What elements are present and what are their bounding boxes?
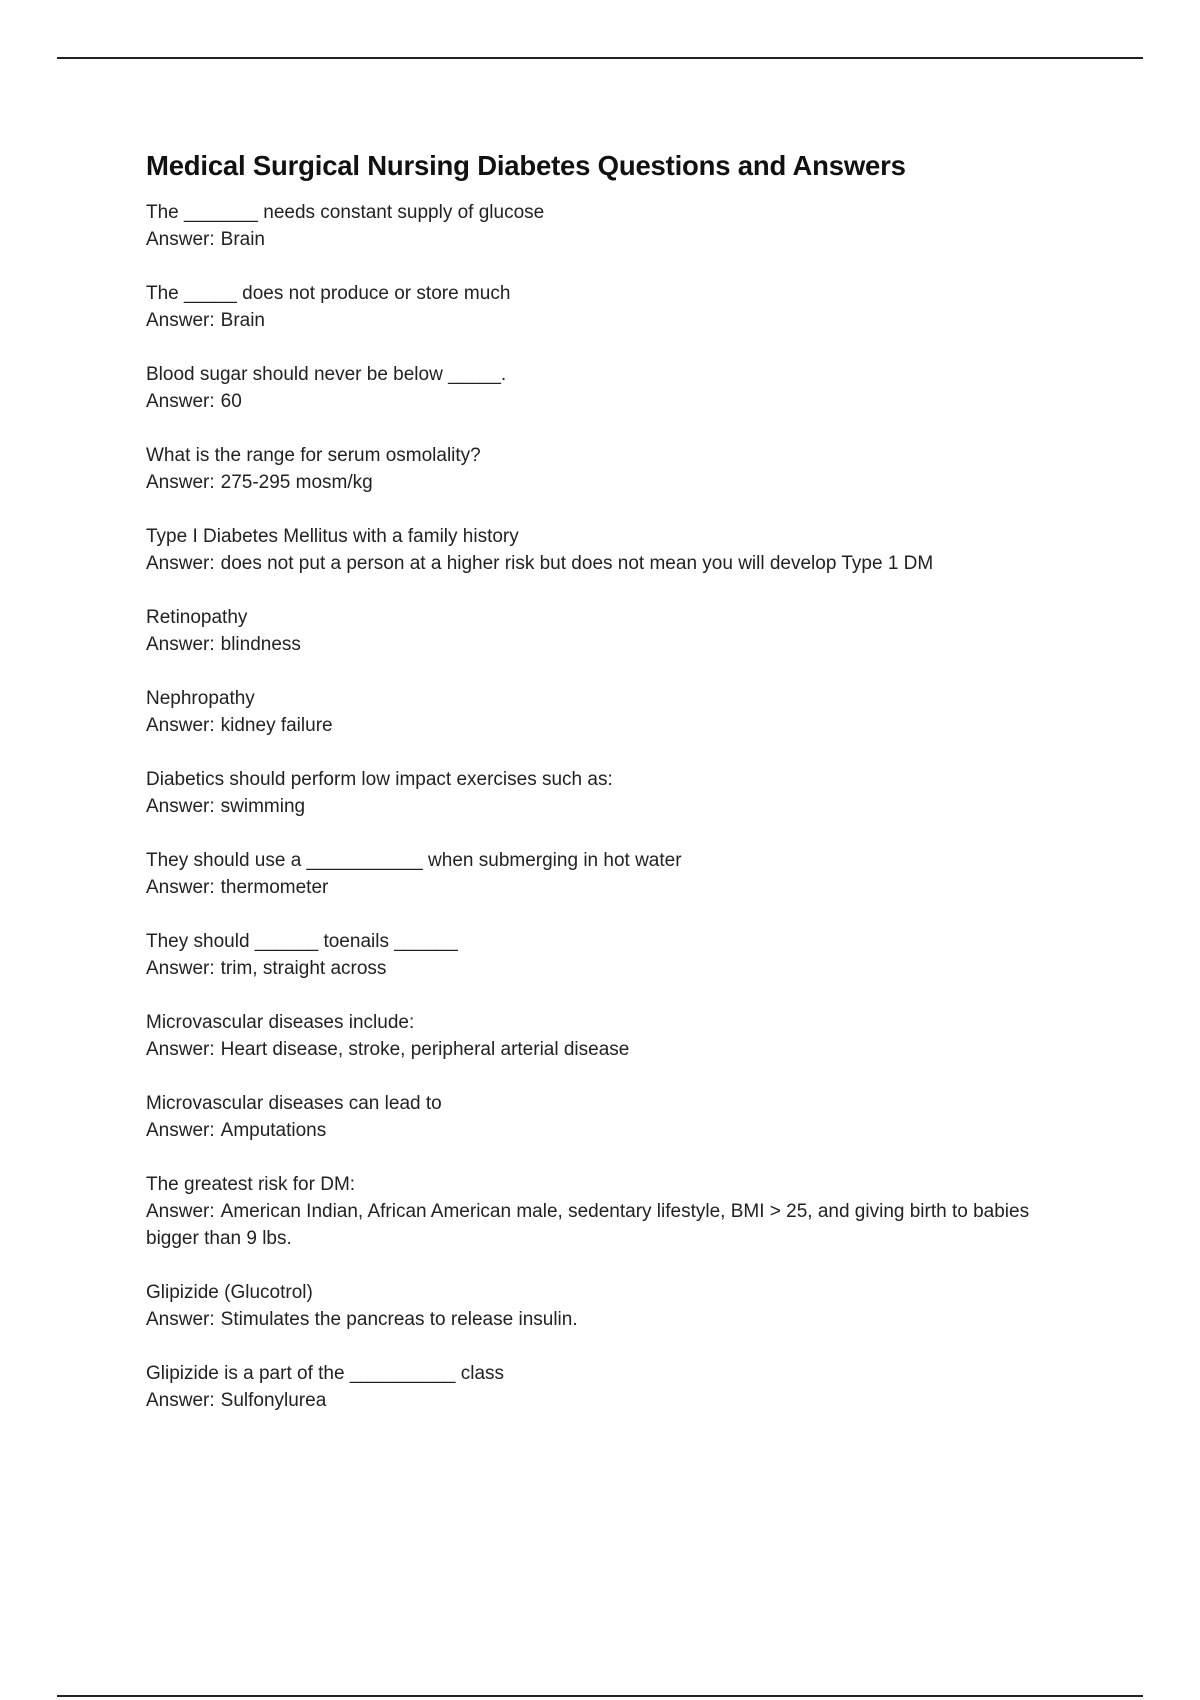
answer-text: swimming: [220, 796, 306, 817]
qa-item: [146, 928, 1046, 982]
answer-line: [146, 388, 1046, 415]
answer-label: Answer:: [146, 715, 215, 736]
answer-text: Heart disease, stroke, peripheral arterial disease: [220, 1039, 630, 1060]
answer-line: [146, 874, 1046, 901]
qa-item: [146, 1090, 1046, 1144]
question-text: Microvascular diseases can lead to: [146, 1093, 442, 1114]
qa-item: [146, 1171, 1046, 1252]
bottom-divider: [57, 1695, 1143, 1697]
answer-text: 275-295 mosm/kg: [220, 472, 373, 493]
answer-line: [146, 793, 1046, 820]
answer-text: thermometer: [220, 877, 329, 898]
answer-line: [146, 712, 1046, 739]
qa-item: [146, 1009, 1046, 1063]
answer-text: kidney failure: [220, 715, 333, 736]
answer-label: Answer:: [146, 472, 215, 493]
qa-item: [146, 604, 1046, 658]
question-text: What is the range for serum osmolality?: [146, 445, 481, 466]
answer-line: [146, 1117, 1046, 1144]
answer-label: Answer:: [146, 391, 215, 412]
answer-line: [146, 469, 1046, 496]
question-text: Blood sugar should never be below _____.: [146, 364, 507, 385]
answer-label: Answer:: [146, 796, 215, 817]
question-text: Glipizide is a part of the __________ class: [146, 1363, 505, 1384]
answer-line: [146, 955, 1046, 982]
answer-line: [146, 307, 1046, 334]
answer-text: trim, straight across: [220, 958, 387, 979]
question-text: They should ______ toenails ______: [146, 931, 458, 952]
question-text: They should use a ___________ when submerging in hot water: [146, 850, 682, 871]
qa-item: [146, 847, 1046, 901]
answer-text: Brain: [220, 229, 265, 250]
answer-text: Amputations: [220, 1120, 327, 1141]
question-text: The _______ needs constant supply of glucose: [146, 202, 545, 223]
answer-label: Answer:: [146, 310, 215, 331]
answer-text: American Indian, African American male, sedentary lifestyle, BMI > 25, and giving birth to babies bigger than 9 lbs.: [146, 1201, 1030, 1249]
answer-text: blindness: [220, 634, 301, 655]
answer-label: Answer:: [146, 229, 215, 250]
question-text: Type I Diabetes Mellitus with a family history: [146, 526, 519, 547]
question-text: Diabetics should perform low impact exercises such as:: [146, 769, 613, 790]
answer-text: Stimulates the pancreas to release insulin.: [220, 1309, 578, 1330]
top-divider: [57, 57, 1143, 59]
answer-label: Answer:: [146, 1039, 215, 1060]
qa-item: [146, 199, 1046, 253]
answer-line: [146, 1036, 1046, 1063]
qa-list: [146, 199, 1046, 1414]
qa-item: [146, 523, 1046, 577]
answer-text: Brain: [220, 310, 265, 331]
answer-text: Sulfonylurea: [220, 1390, 327, 1411]
answer-line: [146, 1387, 1046, 1414]
qa-item: [146, 1279, 1046, 1333]
answer-text: 60: [220, 391, 242, 412]
answer-label: Answer:: [146, 634, 215, 655]
answer-label: Answer:: [146, 1201, 215, 1222]
document-body: [146, 146, 1046, 1441]
answer-line: [146, 1198, 1046, 1252]
answer-label: Answer:: [146, 1120, 215, 1141]
qa-item: [146, 361, 1046, 415]
question-text: The _____ does not produce or store much: [146, 283, 511, 304]
answer-label: Answer:: [146, 1309, 215, 1330]
page-title: Medical Surgical Nursing Diabetes Questions and Answers: [146, 150, 906, 181]
qa-item: [146, 685, 1046, 739]
question-text: The greatest risk for DM:: [146, 1174, 356, 1195]
answer-label: Answer:: [146, 958, 215, 979]
qa-item: [146, 766, 1046, 820]
answer-line: [146, 1306, 1046, 1333]
answer-label: Answer:: [146, 877, 215, 898]
qa-item: [146, 280, 1046, 334]
qa-item: [146, 1360, 1046, 1414]
answer-line: [146, 550, 1046, 577]
question-text: Microvascular diseases include:: [146, 1012, 415, 1033]
answer-line: [146, 631, 1046, 658]
answer-label: Answer:: [146, 1390, 215, 1411]
question-text: Nephropathy: [146, 688, 255, 709]
answer-label: Answer:: [146, 553, 215, 574]
answer-line: [146, 226, 1046, 253]
qa-item: [146, 442, 1046, 496]
answer-text: does not put a person at a higher risk but does not mean you will develop Type 1 DM: [220, 553, 934, 574]
question-text: Retinopathy: [146, 607, 248, 628]
question-text: Glipizide (Glucotrol): [146, 1282, 313, 1303]
